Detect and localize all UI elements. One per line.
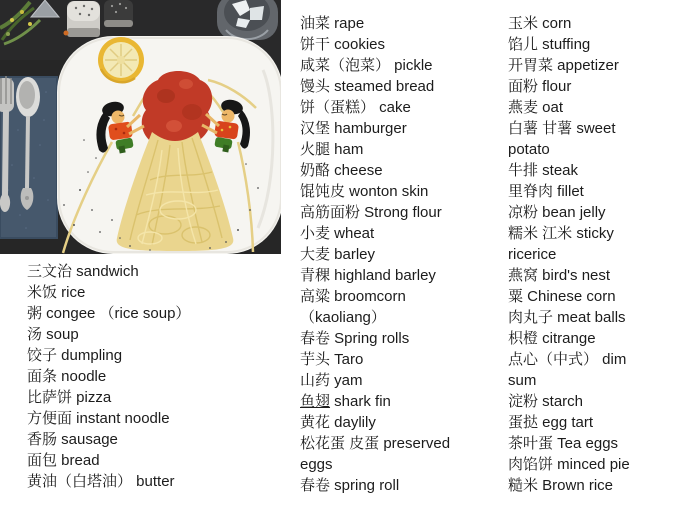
vocab-line: 燕麦 oat	[508, 99, 564, 116]
vocab-line: 青稞 highland barley	[300, 267, 436, 284]
vocab-line: 凉粉 bean jelly	[508, 204, 606, 221]
vocab-line: 茶叶蛋 Tea eggs	[508, 435, 619, 452]
vocab-line: 松花蛋 皮蛋 preserved	[300, 435, 451, 452]
vocab-line: 高筋面粉 Strong flour	[300, 204, 442, 221]
vocab-line: 牛排 steak	[508, 162, 579, 179]
vocab-line: 奶酪 cheese	[300, 162, 383, 179]
vocab-line: 芋头 Taro	[300, 351, 364, 368]
vocab-line: 粟 Chinese corn	[508, 288, 616, 305]
vocab-line: 开胃菜 appetizer	[508, 57, 619, 74]
vocab-line: 肉丸子 meat balls	[508, 309, 626, 326]
vocab-column-middle	[300, 13, 508, 496]
ice-glass	[217, 0, 278, 40]
vocab-line: 比萨饼 pizza	[27, 389, 112, 406]
vocab-line: 面条 noodle	[27, 368, 107, 385]
vocab-line: 米饭 rice	[27, 284, 86, 301]
vocab-line: 糙米 Brown rice	[508, 477, 614, 494]
vocab-line: 咸菜（泡菜） pickle	[300, 57, 433, 74]
vocab-line: 饼干 cookies	[300, 36, 386, 53]
salt-shaker	[64, 1, 101, 37]
vocab-line: 馅儿 stuffing	[508, 36, 591, 53]
vocab-line: 淀粉 starch	[508, 393, 584, 410]
vocab-line: 山药 yam	[300, 372, 363, 389]
vocab-line: 三文治 sandwich	[27, 263, 139, 280]
vocab-line: 玉米 corn	[508, 15, 572, 32]
vocab-line: 大麦 barley	[300, 246, 376, 263]
vocab-line: 香肠 sausage	[27, 431, 118, 448]
vocab-line: 肉馅饼 minced pie	[508, 456, 630, 473]
vocab-line: 火腿 ham	[300, 141, 364, 158]
vocab-line: 汉堡 hamburger	[300, 120, 407, 137]
vocab-line: 汤 soup	[27, 326, 79, 343]
spaghetti-plate-photo	[0, 0, 281, 254]
vocab-line: 黄油（白塔油） butter	[27, 473, 175, 490]
vocab-line: 糯米 江米 sticky	[508, 225, 614, 242]
vocab-line: 枳橙 citrange	[508, 330, 596, 347]
vocab-column-left	[27, 261, 297, 492]
vocab-line: 鱼翅 shark fin	[300, 393, 391, 410]
vocab-line: 蛋挞 egg tart	[508, 414, 594, 431]
pepper-shaker	[104, 0, 133, 27]
vocab-line: （kaoliang）	[300, 309, 386, 326]
vocab-line: potato	[508, 141, 550, 158]
photo-illustration	[0, 0, 281, 254]
vocab-line: 饺子 dumpling	[27, 347, 123, 364]
vocab-line: 小麦 wheat	[300, 225, 375, 242]
vocab-line: sum	[508, 372, 537, 389]
vocab-line: ricerice	[508, 246, 557, 263]
vocab-line: 馄饨皮 wonton skin	[300, 183, 429, 200]
vocab-column-right	[508, 13, 688, 496]
vocab-line: 油菜 rape	[300, 15, 365, 32]
vocab-line: 春卷 Spring rolls	[300, 330, 410, 347]
vocab-line: 饼（蛋糕） cake	[300, 99, 411, 116]
vocab-line: 点心（中式） dim	[508, 351, 627, 368]
vocab-line: 燕窝 bird's nest	[508, 267, 611, 284]
vocab-line: 馒头 steamed bread	[300, 78, 435, 95]
vocab-line: 里脊肉 fillet	[508, 183, 584, 200]
vocab-line: 白薯 甘薯 sweet	[508, 120, 616, 137]
vocab-line: 面粉 flour	[508, 78, 572, 95]
vocab-line: 面包 bread	[27, 452, 100, 469]
vocab-line: 方便面 instant noodle	[27, 410, 170, 427]
vocab-line: 黄花 daylily	[300, 414, 376, 431]
vocab-line: 粥 congee （rice soup）	[27, 305, 191, 322]
vocab-line: eggs	[300, 456, 333, 473]
lemon-slice	[98, 37, 144, 83]
vocab-line: 春卷 spring roll	[300, 477, 400, 494]
vocab-line: 高粱 broomcorn	[300, 288, 406, 305]
